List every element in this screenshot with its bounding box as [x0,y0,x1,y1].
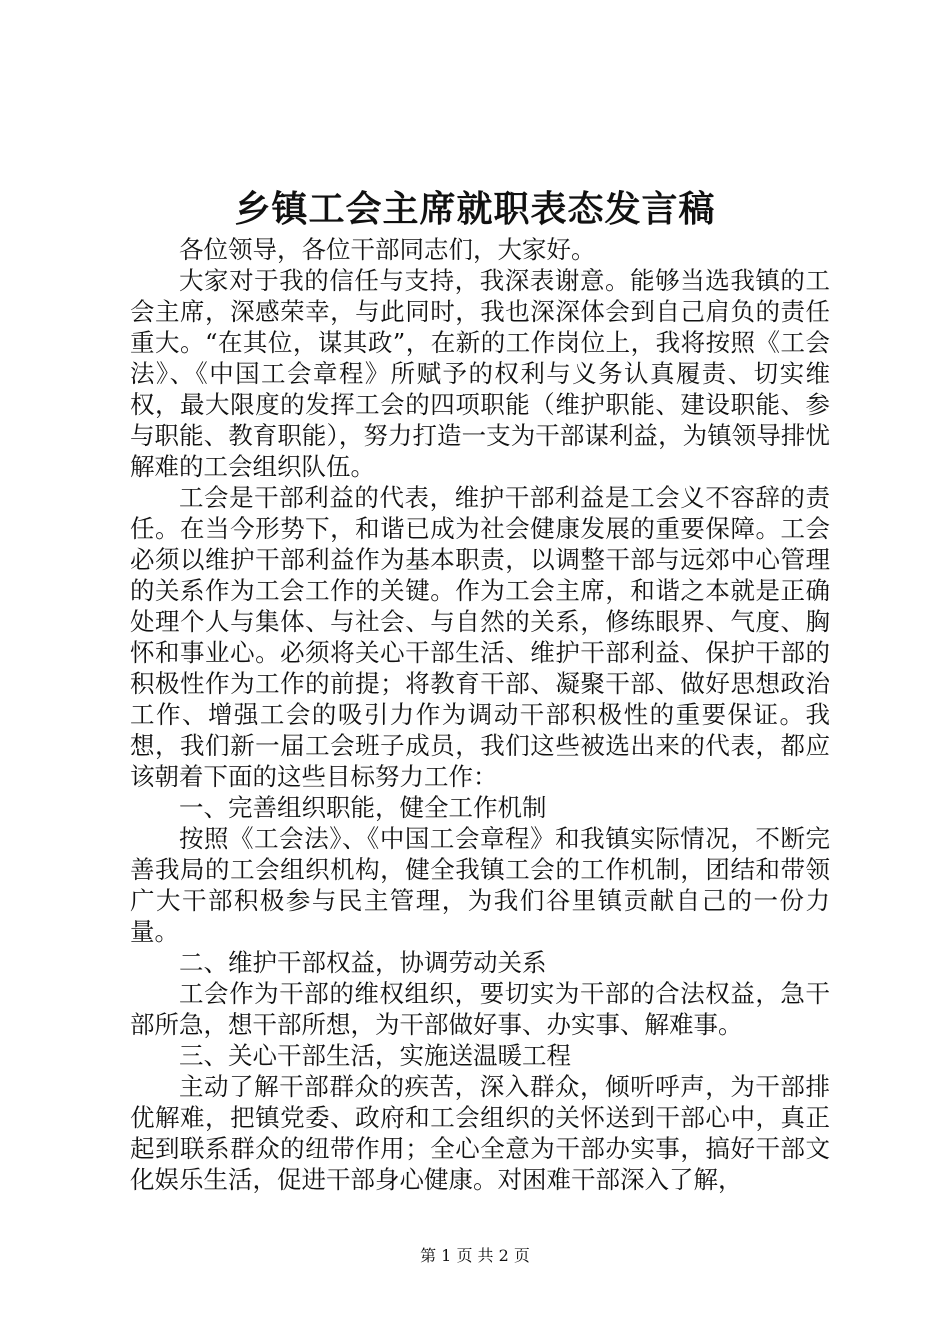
body-paragraph: 工会是干部利益的代表，维护干部利益是工会义不容辞的责任。在当今形势下，和谐已成为社会健康发展的重要保障。工会必须以维护干部利益作为基本职责，以调整干部与远郊中心管理的关系作为工会工作的关键。作为工会主席，和谐之本就是正确处理个人与集体、与社会、与自然的关系，修练眼界、气度、胸怀和事业心。必须将关心干部生活、维护干部利益、保护干部的积极性作为工作的前提；将教育干部、凝聚干部、做好思想政治工作、增强工会的吸引力作为调动干部积极性的重要保证。我想，我们新一届工会班子成员，我们这些被选出来的代表，都应该朝着下面的这些目标努力工作： [130,483,830,791]
document-body [130,234,830,1195]
body-paragraph: 按照《工会法》、《中国工会章程》和我镇实际情况，不断完善我局的工会组织机构，健全我镇工会的工作机制，团结和带领广大干部积极参与民主管理，为我们谷里镇贡献自己的一份力量。 [130,824,830,946]
section-heading: 一、完善组织职能，健全工作机制 [179,793,547,822]
body-paragraph: 主动了解干部群众的疾苦，深入群众，倾听呼声，为干部排优解难，把镇党委、政府和工会组织的关怀送到干部心中，真正起到联系群众的纽带作用；全心全意为干部办实事，搞好干部文化娱乐生活，促进干部身心健康。对困难干部深入了解， [130,1072,830,1194]
page-number-footer: 第 1 页 共 2 页 [420,1246,530,1265]
greeting-paragraph: 各位领导，各位干部同志们，大家好。 [179,235,596,264]
body-paragraph: 工会作为干部的维权组织，要切实为干部的合法权益，急干部所急，想干部所想，为干部做好事、办实事、解难事。 [130,979,830,1039]
body-paragraph: 大家对于我的信任与支持，我深表谢意。能够当选我镇的工会主席，深感荣幸，与此同时，我也深深体会到自己肩负的责任重大。“在其位，谋其政”，在新的工作岗位上，我将按照《工会法》、《中国工会章程》所赋予的权利与义务认真履责、切实维权，最大限度的发挥工会的四项职能（维护职能、建设职能、参与职能、教育职能），努力打造一支为干部谋利益，为镇领导排忧解难的工会组织队伍。 [130,266,830,481]
document-title: 乡镇工会主席就职表态发言稿 [234,188,716,230]
section-heading: 二、维护干部权益，协调劳动关系 [179,948,547,977]
section-heading: 三、关心干部生活，实施送温暖工程 [179,1041,571,1070]
